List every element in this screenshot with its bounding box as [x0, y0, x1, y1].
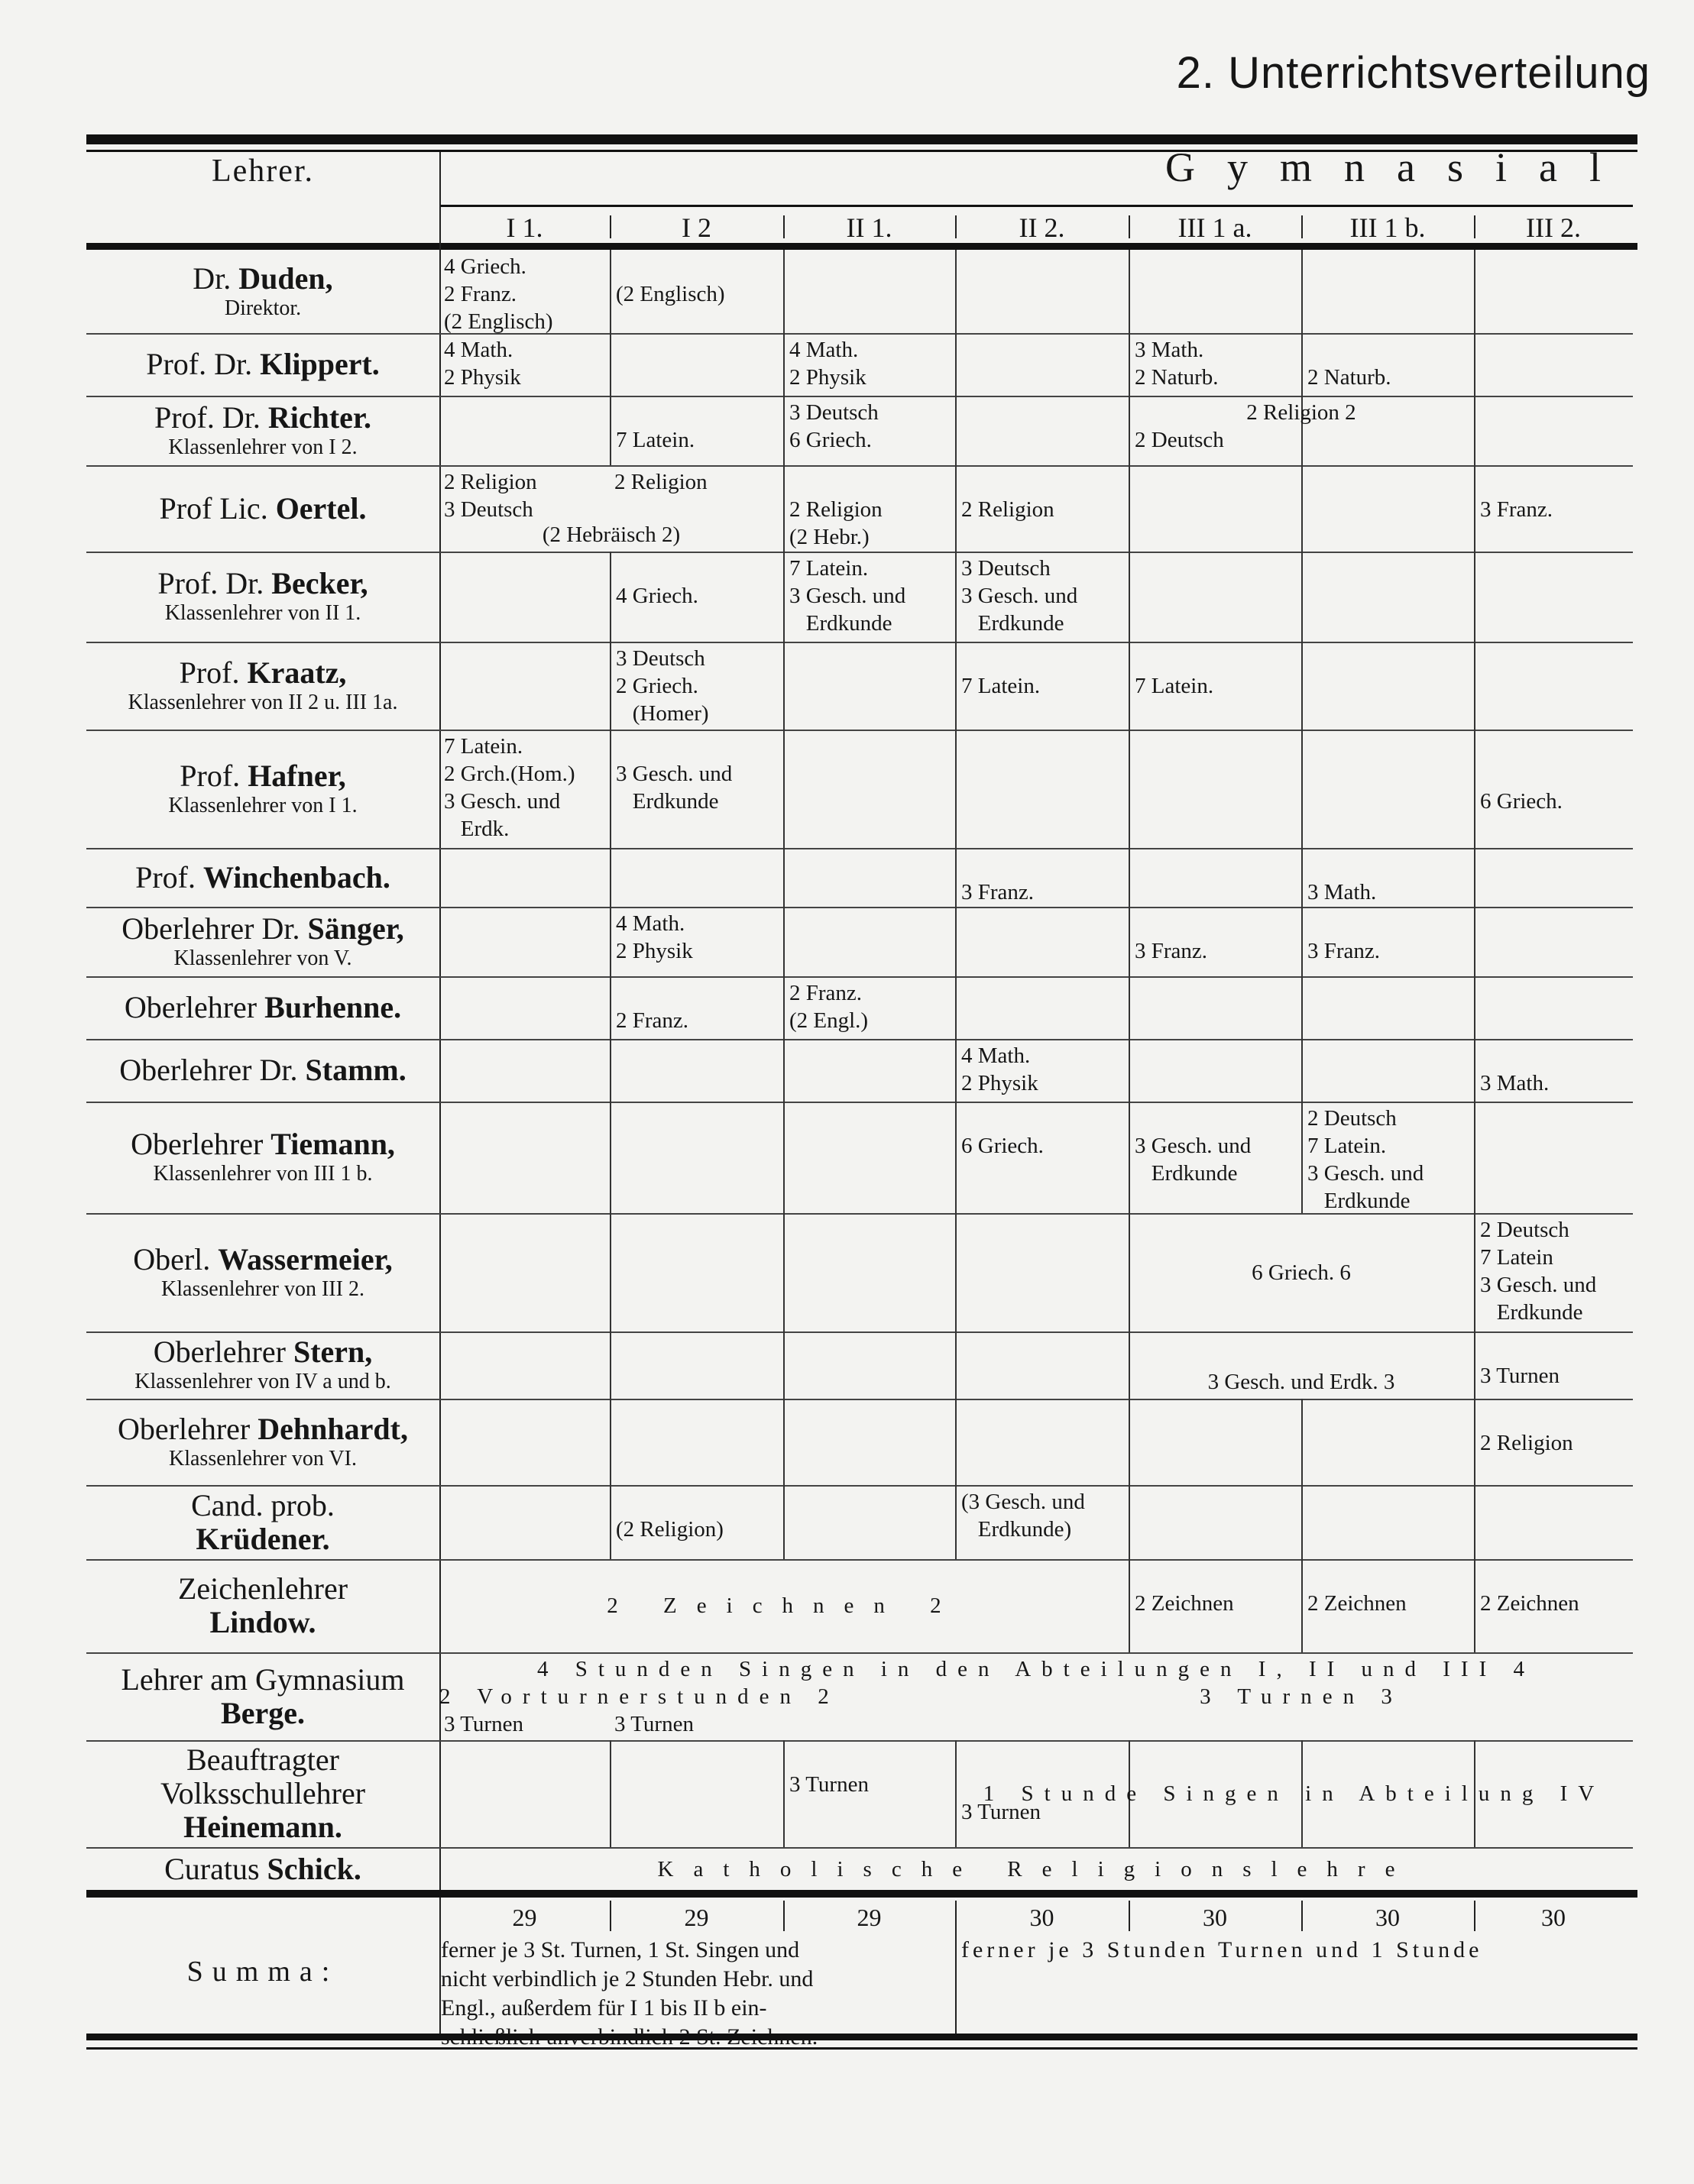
lesson-cell	[1129, 465, 1301, 552]
teacher-name-cell	[86, 396, 439, 465]
lesson-cell: 3 Gesch. und Erdkunde	[610, 730, 783, 848]
lesson-cell: 3 Deutsch 6 Griech.	[783, 396, 955, 465]
lesson-cell	[439, 642, 610, 730]
lesson-cell	[783, 907, 955, 976]
class-header-0: I 1.	[506, 212, 543, 243]
teacher-class-note: Klassenlehrer von II 1.	[164, 601, 361, 625]
teacher-name	[118, 1412, 408, 1446]
lesson-cell	[610, 848, 783, 907]
teacher-title: Oberlehrer	[118, 1411, 251, 1446]
teacher-name	[125, 991, 401, 1024]
teacher-name-cell	[86, 465, 439, 552]
lesson-cell	[783, 1485, 955, 1559]
lesson-cell	[955, 250, 1129, 333]
summa-total: 30	[1541, 1904, 1566, 1931]
teacher-surname: Winchenbach.	[203, 859, 390, 895]
lesson-cell: 2 Zeichnen	[1301, 1559, 1474, 1652]
teacher-class-note: Klassenlehrer von V.	[173, 946, 352, 970]
table-row	[86, 552, 1633, 643]
lesson-cell	[783, 730, 955, 848]
spanning-entry: Katholische Religionslehre	[657, 1857, 1415, 1881]
class-divider	[1301, 215, 1303, 238]
teacher-class-note: Klassenlehrer von I 1.	[168, 793, 358, 817]
teacher-surname: Stern,	[293, 1335, 373, 1369]
table-row	[86, 1213, 1633, 1333]
spanning-entry: 3 Turnen 3	[1200, 1684, 1403, 1709]
lesson-cell	[439, 552, 610, 642]
table-row	[86, 1485, 1633, 1561]
lesson-cell	[439, 1740, 610, 1847]
summa-total: 30	[1203, 1904, 1227, 1931]
lesson-cell: 2 Deutsch 7 Latein 3 Gesch. und Erdkunde	[1474, 1213, 1633, 1331]
summa-total: 29	[684, 1904, 709, 1931]
teacher-surname: Kraatz,	[247, 655, 347, 690]
lesson-cell	[1129, 250, 1301, 333]
lesson-cell	[783, 848, 955, 907]
teacher-name-cell	[86, 1847, 439, 1891]
table-row	[86, 907, 1633, 978]
lesson-cell: 3 Math.	[1474, 1039, 1633, 1102]
teacher-surname: Berge.	[221, 1695, 305, 1730]
lesson-cell	[610, 1039, 783, 1102]
summa-row	[86, 1898, 1633, 2035]
lesson-cell	[955, 1399, 1129, 1485]
table-row	[86, 465, 1633, 553]
teacher-name	[178, 1572, 348, 1639]
lesson-cell: 2 Deutsch 7 Latein. 3 Gesch. und Erdkunde	[1301, 1102, 1474, 1213]
teacher-title: Prof. Dr.	[146, 347, 253, 381]
teacher-class-note: Klassenlehrer von VI.	[169, 1446, 357, 1471]
teacher-title: Prof. Dr.	[154, 400, 261, 435]
teacher-surname: Schick.	[267, 1852, 361, 1886]
teacher-title: Dr.	[193, 260, 232, 296]
lesson-cell	[955, 1213, 1129, 1331]
lesson-cell	[610, 1213, 783, 1331]
lesson-cell: 2 Deutsch	[1129, 396, 1301, 465]
lesson-cell: 4 Griech.	[610, 552, 783, 642]
lesson-cell	[439, 907, 610, 976]
table-row	[86, 1102, 1633, 1215]
teacher-surname: Duden,	[238, 260, 333, 296]
teacher-title: Prof.	[135, 859, 196, 895]
teacher-surname: Sänger,	[307, 911, 404, 946]
lesson-cell	[783, 1102, 955, 1213]
teacher-class-note: Klassenlehrer von III 2.	[161, 1276, 364, 1301]
lesson-cell: 4 Griech. 2 Franz. (2 Englisch)	[444, 254, 553, 334]
lesson-cell	[439, 1331, 610, 1399]
lesson-cell	[1474, 396, 1633, 465]
lesson-cell: 2 Franz. (2 Engl.)	[783, 976, 955, 1039]
class-header-6: III 2.	[1526, 212, 1581, 243]
summa-divider	[1129, 1901, 1130, 1931]
spanning-entry: 2 Religion 2	[1246, 400, 1356, 425]
teacher-name	[180, 759, 345, 793]
teacher-class-note: Klassenlehrer von III 1 b.	[153, 1162, 373, 1186]
teacher-name	[146, 348, 380, 381]
spanning-entry: 3 Gesch. und Erdk. 3	[1207, 1370, 1395, 1394]
summa-total: 29	[512, 1904, 537, 1931]
teacher-name	[121, 1663, 405, 1730]
teacher-title: Prof Lic.	[159, 490, 268, 526]
teacher-title: Cand. prob.	[191, 1487, 335, 1522]
lesson-cell	[610, 1102, 783, 1213]
teacher-name-cell	[86, 250, 439, 333]
teacher-name-cell	[86, 1559, 439, 1652]
lesson-cell	[439, 1485, 610, 1559]
teacher-title: Prof. Dr.	[157, 566, 264, 600]
lesson-cell	[1129, 552, 1301, 642]
lesson-cell: 3 Math. 2 Naturb.	[1129, 333, 1301, 396]
teacher-surname: Stamm.	[305, 1053, 406, 1087]
teacher-name-cell	[86, 976, 439, 1039]
summa-total: 30	[1029, 1904, 1054, 1931]
lesson-cell: 7 Latein.	[955, 642, 1129, 730]
teacher-name	[180, 656, 347, 690]
summa-divider	[610, 1901, 611, 1931]
teacher-name	[160, 1743, 365, 1844]
lesson-cell	[610, 1331, 783, 1399]
teacher-name	[160, 492, 367, 526]
lesson-cell: 3 Turnen	[783, 1740, 955, 1847]
lesson-cell	[1129, 1399, 1301, 1485]
teacher-title: Prof.	[180, 758, 241, 793]
lesson-cell	[1474, 1102, 1633, 1213]
table-row	[86, 1847, 1633, 1893]
lesson-cell	[783, 1331, 955, 1399]
class-header-4: III 1 a.	[1177, 212, 1252, 243]
lesson-cell	[610, 1399, 783, 1485]
summa-divider	[783, 1901, 785, 1931]
lesson-cell	[955, 1331, 1129, 1399]
lesson-cell	[1129, 976, 1301, 1039]
class-header-3: II 2.	[1019, 212, 1065, 243]
teacher-title: Oberlehrer	[131, 1127, 264, 1161]
lesson-cell: 3 Turnen	[444, 1712, 523, 1736]
teacher-name-cell	[86, 730, 439, 848]
lesson-cell	[955, 730, 1129, 848]
teacher-name-cell	[86, 552, 439, 642]
summa-divider	[1474, 1901, 1475, 1931]
summa-divider	[955, 1901, 957, 2035]
teacher-name	[193, 262, 332, 296]
teacher-name-cell	[86, 642, 439, 730]
teacher-name	[133, 1243, 393, 1276]
gymnasial-group-header: Gymnasial	[1165, 144, 1633, 190]
lesson-cell	[783, 250, 955, 333]
teacher-title: Lehrer am Gymnasium	[121, 1661, 405, 1697]
teacher-name	[164, 1852, 361, 1886]
lesson-cell: 3 Franz.	[1301, 907, 1474, 976]
teacher-name	[131, 1128, 395, 1161]
lesson-cell: 2 Religion	[955, 465, 1129, 552]
teacher-surname: Burhenne.	[264, 990, 402, 1024]
lesson-cell: 2 Religion (2 Hebr.)	[783, 465, 955, 552]
spanning-entry: 1 Stunde Singen in Abteilung IV	[983, 1781, 1605, 1806]
lesson-cell: 3 Turnen	[1474, 1331, 1633, 1399]
teacher-name	[121, 912, 404, 946]
lesson-cell: 3 Deutsch 2 Griech. (Homer)	[610, 642, 783, 730]
table-row	[86, 1559, 1633, 1654]
table-row	[86, 1039, 1633, 1103]
lesson-cell: 3 Franz.	[1129, 907, 1301, 976]
lesson-cell	[1474, 907, 1633, 976]
lesson-cell: 4 Math. 2 Physik	[444, 338, 521, 390]
table-row	[86, 730, 1633, 849]
class-divider	[610, 215, 611, 238]
lesson-cell: 4 Math. 2 Physik	[610, 907, 783, 976]
teacher-surname: Heinemann.	[183, 1810, 342, 1844]
teacher-title: Prof.	[179, 655, 240, 690]
lesson-cell: 2 Religion 3 Deutsch	[444, 470, 537, 522]
teacher-name-cell	[86, 1399, 439, 1485]
lesson-cell: (2 Englisch)	[610, 250, 783, 333]
teacher-title: Zeichenlehrer	[177, 1571, 348, 1606]
lesson-cell	[439, 1039, 610, 1102]
table-row	[86, 250, 1633, 335]
lesson-cell: 3 Math.	[1301, 848, 1474, 907]
lesson-cell: 2 Religion	[614, 470, 708, 494]
lesson-cell	[783, 1399, 955, 1485]
lesson-cell: (3 Gesch. und Erdkunde)	[955, 1485, 1129, 1559]
lesson-cell	[1474, 848, 1633, 907]
lesson-cell: 2 Zeichnen	[1129, 1559, 1301, 1652]
lesson-cell: 3 Gesch. und Erdkunde	[1129, 1102, 1301, 1213]
lesson-cell	[1301, 552, 1474, 642]
teacher-title: Curatus	[164, 1852, 260, 1886]
teacher-surname: Becker,	[271, 566, 368, 600]
summa-total: 30	[1375, 1904, 1400, 1931]
lesson-cell	[1301, 250, 1474, 333]
lesson-cell	[1301, 1485, 1474, 1559]
summa-label: Summa:	[186, 1956, 339, 1988]
lesson-cell: 6 Griech.	[1474, 730, 1633, 848]
spanning-entry: 2 Vorturnerstunden 2	[439, 1684, 840, 1709]
lesson-cell	[1301, 1039, 1474, 1102]
lesson-cell	[1474, 642, 1633, 730]
teacher-name	[157, 567, 368, 600]
lesson-cell	[439, 1213, 610, 1331]
teacher-title: Beauftragter Volksschullehrer	[160, 1742, 366, 1810]
lesson-cell	[783, 1039, 955, 1102]
table-row	[86, 642, 1633, 731]
lesson-cell	[955, 976, 1129, 1039]
lesson-cell	[1474, 1485, 1633, 1559]
spanning-entry: 2 Zeichnen 2	[607, 1594, 961, 1618]
teacher-name-cell	[86, 1652, 439, 1740]
teacher-name	[154, 1335, 373, 1369]
table-row	[86, 848, 1633, 908]
lesson-cell	[1129, 730, 1301, 848]
class-divider	[955, 215, 957, 238]
lesson-cell	[1474, 250, 1633, 333]
teacher-name-cell	[86, 1740, 439, 1847]
lesson-cell	[955, 333, 1129, 396]
lesson-cell	[1129, 848, 1301, 907]
lesson-cell: 2 Naturb.	[1301, 333, 1474, 396]
lesson-cell	[1474, 976, 1633, 1039]
lesson-cell: 3 Franz.	[955, 848, 1129, 907]
table-row	[86, 396, 1633, 467]
lesson-cell	[955, 907, 1129, 976]
table-row	[86, 1652, 1633, 1742]
teacher-name-cell	[86, 1331, 439, 1399]
summa-divider	[1301, 1901, 1303, 1931]
table-row	[86, 1399, 1633, 1487]
lesson-cell	[439, 1399, 610, 1485]
lesson-cell: 4 Math. 2 Physik	[955, 1039, 1129, 1102]
table-row	[86, 1331, 1633, 1400]
lesson-cell	[1474, 333, 1633, 396]
lesson-cell: 2 Zeichnen	[1474, 1559, 1633, 1652]
teacher-name-cell	[86, 907, 439, 976]
summa-note-left: ferner je 3 St. Turnen, 1 St. Singen und nicht verbindlich je 2 Stunden Hebr. und Engl., außerdem für I 1 bis II b ein-	[441, 1937, 814, 2021]
teacher-surname: Oertel.	[275, 490, 367, 526]
class-header-5: III 1 b.	[1349, 212, 1426, 243]
teacher-title: Oberl.	[133, 1241, 211, 1276]
lesson-cell	[783, 1213, 955, 1331]
lesson-cell: 6 Griech.	[955, 1102, 1129, 1213]
teacher-title: Oberlehrer	[153, 1335, 286, 1369]
teacher-name	[154, 401, 371, 435]
teacher-name-cell	[86, 1213, 439, 1331]
teacher-name-cell	[86, 1102, 439, 1213]
teacher-title: Oberlehrer	[124, 990, 258, 1024]
teacher-name-cell	[86, 1039, 439, 1102]
lesson-cell: 2 Religion	[1474, 1399, 1633, 1485]
lesson-cell	[1474, 552, 1633, 642]
class-divider	[1129, 215, 1130, 238]
class-divider	[783, 215, 785, 238]
lesson-cell	[1301, 1399, 1474, 1485]
lesson-cell: (2 Religion)	[610, 1485, 783, 1559]
teacher-class-note: Klassenlehrer von I 2.	[168, 435, 358, 459]
lesson-cell: 3 Turnen	[614, 1712, 694, 1736]
class-header-2: II 1.	[846, 212, 892, 243]
table-row	[86, 976, 1633, 1040]
teacher-name	[135, 861, 390, 895]
class-header-1: I 2	[682, 212, 711, 243]
teacher-surname: Klippert.	[260, 347, 380, 381]
teacher-class-note: Klassenlehrer von IV a und b.	[134, 1370, 391, 1393]
lesson-cell: 3 Franz.	[1474, 465, 1633, 552]
lesson-cell	[1301, 730, 1474, 848]
class-divider	[1474, 215, 1475, 238]
table-row	[86, 1740, 1633, 1849]
spanning-entry: 6 Griech. 6	[1252, 1260, 1351, 1285]
lesson-cell	[783, 642, 955, 730]
teacher-title: Oberlehrer Dr.	[121, 911, 300, 946]
lesson-cell	[439, 976, 610, 1039]
teacher-name-cell	[86, 333, 439, 396]
summa-note-right: ferner je 3 Stunden Turnen und 1 Stunde	[961, 1937, 1483, 1962]
lesson-cell: 2 Franz.	[610, 976, 783, 1039]
lesson-cell	[1129, 1039, 1301, 1102]
lesson-cell	[439, 396, 610, 465]
lesson-cell	[610, 1740, 783, 1847]
lesson-cell: 3 Deutsch 3 Gesch. und Erdkunde	[955, 552, 1129, 642]
teacher-surname: Lindow.	[209, 1605, 316, 1639]
spanning-entry: 4 Stunden Singen in den Abteilungen I, II und III 4	[537, 1657, 1535, 1681]
page-title: 2. Unterrichtsverteilung	[1176, 48, 1650, 98]
lesson-cell	[610, 333, 783, 396]
lesson-cell	[1301, 976, 1474, 1039]
teacher-name	[191, 1489, 335, 1556]
teacher-name-cell	[86, 848, 439, 907]
teacher-class-note: Direktor.	[224, 296, 302, 320]
lesson-cell	[439, 848, 610, 907]
teacher-class-note: Klassenlehrer von II 2 u. III 1a.	[128, 690, 398, 714]
lesson-cell	[955, 396, 1129, 465]
lesson-cell: 7 Latein. 3 Gesch. und Erdkunde	[783, 552, 955, 642]
teacher-surname: Wassermeier,	[218, 1241, 393, 1276]
teacher-column-header: Lehrer.	[211, 154, 315, 189]
teacher-surname: Dehnhardt,	[258, 1411, 408, 1446]
teacher-name	[119, 1053, 406, 1087]
table-row	[86, 333, 1633, 397]
teacher-surname: Krüdener.	[196, 1521, 330, 1556]
lesson-cell: 7 Latein.	[610, 396, 783, 465]
teacher-surname: Hafner,	[248, 758, 346, 793]
teacher-surname: Tiemann,	[270, 1127, 395, 1161]
summa-total: 29	[857, 1904, 882, 1931]
teacher-title: Oberlehrer Dr.	[119, 1053, 298, 1087]
lesson-cell	[1129, 1485, 1301, 1559]
lesson-cell	[439, 1102, 610, 1213]
bottom-thick-rule	[86, 2034, 1637, 2040]
lesson-cell: 7 Latein.	[1129, 642, 1301, 730]
teacher-name-cell	[86, 1485, 439, 1559]
lesson-cell: 7 Latein. 2 Grch.(Hom.) 3 Gesch. und Erdk.	[444, 734, 575, 841]
spanning-entry: (2 Hebräisch 2)	[542, 523, 681, 547]
bottom-thin-rule	[86, 2047, 1637, 2050]
lesson-cell: 3 Turnen	[955, 1740, 1129, 1847]
lesson-cell: 4 Math. 2 Physik	[783, 333, 955, 396]
summa-top-rule	[86, 1890, 1637, 1898]
lesson-cell	[1301, 465, 1474, 552]
teacher-surname: Richter.	[267, 400, 372, 435]
lesson-cell	[1301, 642, 1474, 730]
